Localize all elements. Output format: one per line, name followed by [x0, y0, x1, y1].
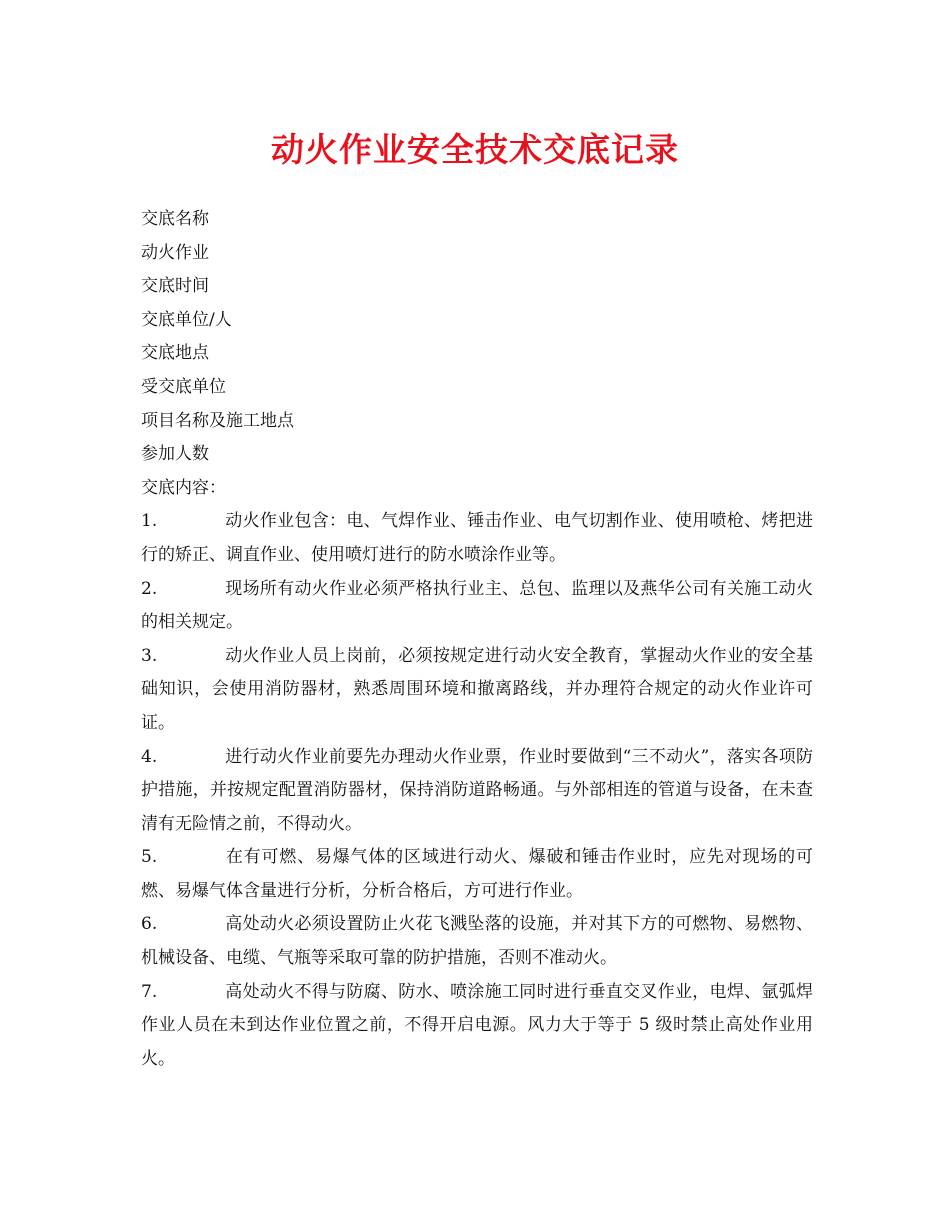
document-body	[141, 203, 813, 1076]
list-item	[141, 741, 813, 842]
item-text: 在有可燃、易爆气体的区域进行动火、爆破和锤击作业时，应先对现场的可燃、易爆气体含量进行分析，分析合格后，方可进行作业。	[141, 847, 813, 901]
item-text: 进行动火作业前要先办理动火作业票，作业时要做到“三不动火”，落实各项防护措施，并按规定配置消防器材，保持消防道路畅通。与外部相连的管道与设备，在未查清有无险情之前，不得动火。	[141, 746, 813, 834]
list-item	[141, 908, 813, 975]
item-text: 动火作业人员上岗前，必须按规定进行动火安全教育，掌握动火作业的安全基础知识，会使用消防器材，熟悉周围环境和撤离路线，并办理符合规定的动火作业许可证。	[141, 645, 813, 733]
item-text: 现场所有动火作业必须严格执行业主、总包、监理以及燕华公司有关施工动火的相关规定。	[141, 578, 813, 633]
field-disclosure-content-label: 交底内容：	[141, 477, 226, 498]
field-recipient-unit: 受交底单位	[141, 376, 226, 397]
item-number: 5.	[141, 847, 158, 868]
item-number: 2.	[141, 578, 158, 599]
field-work-type: 动火作业	[141, 242, 209, 263]
item-text: 动火作业包含：电、气焊作业、锤击作业、电气切割作业、使用喷枪、烤把进行的矫正、调直作业、使用喷灯进行的防水喷涂作业等。	[141, 511, 813, 565]
list-item	[141, 640, 813, 741]
field-disclosure-name: 交底名称	[141, 209, 209, 229]
item-text: 高处动火必须设置防止火花飞溅坠落的设施，并对其下方的可燃物、易燃物、机械设备、电缆、气瓶等采取可靠的防护措施，否则不准动火。	[141, 914, 813, 969]
list-item	[141, 841, 813, 908]
field-participant-count: 参加人数	[141, 444, 209, 465]
field-project-name-location: 项目名称及施工地点	[141, 410, 294, 431]
document-title: 动火作业安全技术交底记录	[271, 130, 679, 169]
field-disclosure-unit-person: 交底单位/人	[141, 309, 232, 330]
item-number: 1.	[141, 511, 158, 532]
item-number: 3.	[141, 645, 158, 666]
field-disclosure-location: 交底地点	[141, 343, 209, 364]
item-text: 高处动火不得与防腐、防水、喷涂施工同时进行垂直交叉作业，电焊、氩弧焊作业人员在未到达作业位置之前，不得开启电源。风力大于等于 5 级时禁止高处作业用火。	[141, 981, 813, 1069]
item-number: 6.	[141, 914, 158, 935]
list-item	[141, 573, 813, 640]
field-disclosure-time: 交底时间	[141, 276, 209, 297]
list-item	[141, 976, 813, 1077]
item-number: 7.	[141, 981, 158, 1002]
list-item	[141, 505, 813, 572]
item-number: 4.	[141, 746, 158, 767]
